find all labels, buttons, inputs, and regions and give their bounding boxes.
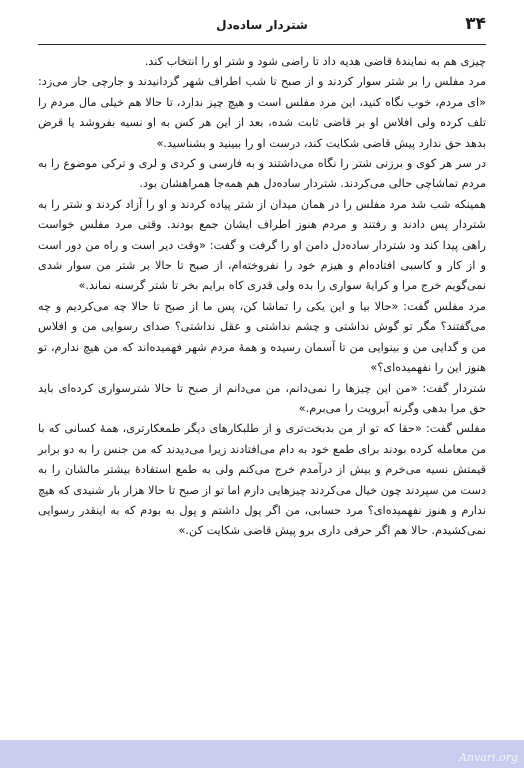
paragraph: چیزی هم به نمایندهٔ قاضی هدیه داد تا راضی شود و شتر او را انتخاب کند. (144, 55, 486, 68)
running-title: شتردار ساده‌دل (216, 18, 308, 32)
paragraph: مرد مفلس را بر شتر سوار کردند و از صبح تا شب اطراف شهر گردانیدند و جارچی جار می‌زد: «ای مردم، خوب نگاه کنید، این مرد مفلس است و هیچ چیز ندارد، تا حالا هم خیلی مال مردم را تلف کرده ولی افلاس او بر قاضی ثابت شده، بعد از این هر کس به او نسیه بفروشد یا قرض بدهد حق ندارد پیش قاضی شکایت کند، درست او را ببینید و بشناسید.» (38, 75, 486, 150)
paragraph: در سر هر کوی و برزنی شتر را نگاه می‌داشتند و به فارسی و کردی و لری و ترکی موضوع را به مردم تماشاچی حالی می‌کردند. شتردار ساده‌دل هم همه‌جا همراهشان بود. (38, 157, 486, 191)
body-text (38, 52, 486, 542)
page-number: ۳۴ (465, 14, 486, 34)
page-header (38, 12, 486, 42)
footer-band (0, 740, 524, 768)
paragraph: شتردار گفت: «من این چیزها را نمی‌دانم، من می‌دانم از صبح تا حالا شترسواری کرده‌ای باید حق مرا بدهی وگرنه آبرویت را می‌برم.» (38, 381, 486, 415)
paragraph: مرد مفلس گفت: «حالا بیا و این یکی را تماشا کن، پس ما از صبح تا حالا چه می‌کردیم و چه می‌گفتند؟ مگر تو گوش نداشتی و چشم نداشتی و عقل نداشتی؟ صدای رسوایی من و افلاس من و گدایی من و بینوایی من تا آسمان رسیده و همهٔ مردم شهر فهمیده‌اند که من هیچ ندارم، تو هنوز این را نفهمیده‌ای؟» (38, 299, 486, 375)
paragraph: همینکه شب شد مرد مفلس را در همان میدان از شتر پیاده کردند و او را آزاد کردند و شتر را به شتردار پس دادند و رفتند و مردم هنوز اطراف ایشان جمع بودند. وقتی مرد مفلس خواست راهی پیدا کند ود شتردار ساده‌دل دامن او را گرفت و گفت: «وقت دیر است و راه من دور است و از کار و کاسبی افتاده‌ام و هیزم خود را نفروخته‌ام، از صبح تا حالا بر شتر من سوار شدی نمی‌گویم خرج مرا و کرایهٔ سواری را بده ولی قدری کاه برایم بخر تا شتر گرسنه نماند.» (38, 197, 486, 293)
header-rule (38, 44, 486, 45)
paragraph: مفلس گفت: «حقا که تو از من بدبخت‌تری و از طلبکارهای دیگر طمعکارتری، همهٔ کسانی که با من معامله کرده بودند برای طمع خود به دام می‌افتادند زیرا می‌دیدند که من جنس را به دو برابر قیمتش نسیه می‌خرم و بیش از درآمدم خرج می‌کنم ولی به طمع استفادهٔ بیشتر مالشان را به دست من سپردند چون خیال می‌کردند چیزهایی دارم اما تو از صبح تا حالا هزار بار شنیدی که هیچ ندارم و هنوز نفهمیده‌ای؟ مرد حسابی، من اگر پول داشتم و پول به بودم که به اینقدر رسوایی نمی‌کشیدم. حالا هم اگر حرفی داری برو پیش قاضی شکایت کن.» (38, 422, 486, 538)
watermark: Anvari.org (459, 751, 518, 764)
